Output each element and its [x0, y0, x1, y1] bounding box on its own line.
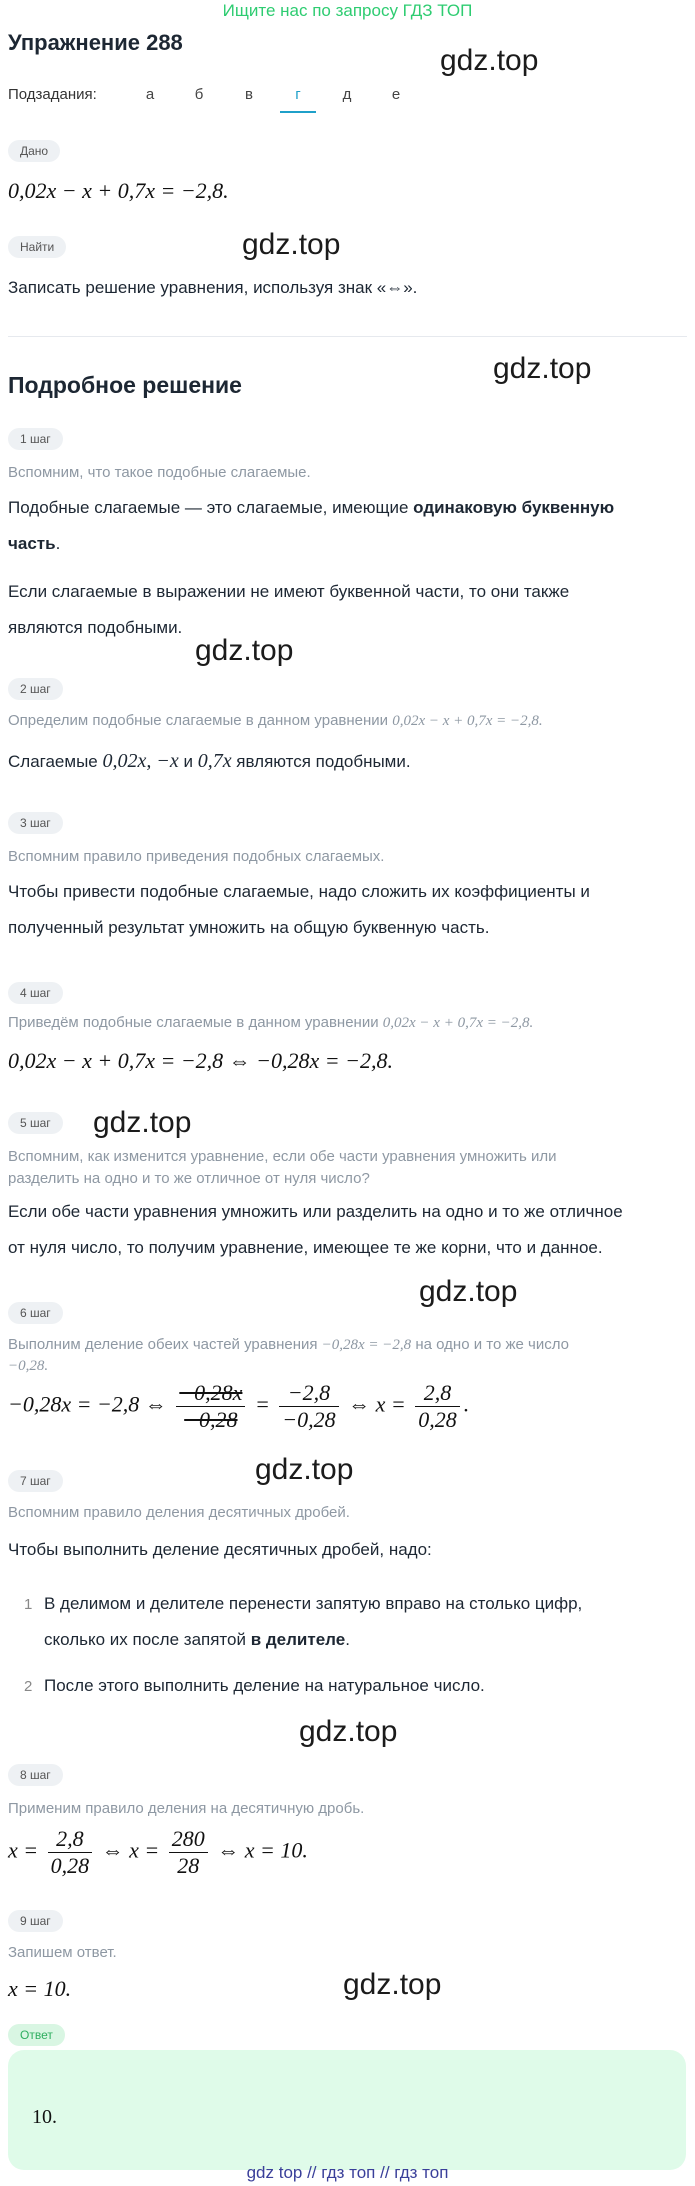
find-text: Записать решение уравнения, используя знак «⇔». [8, 278, 418, 297]
step-label: 4 шаг [8, 982, 63, 1004]
step-text: Слагаемые 0,02x, −x и 0,7x являются подобными. [8, 750, 411, 772]
fraction: $\frac{2,8}{0,28}$ [48, 1826, 93, 1879]
answer-value: 10. [32, 2106, 57, 2128]
list-item: 1 В делимом и делителе перенести запятую вправо на столько цифр, [24, 1594, 583, 1613]
step-expression: x = 10. [8, 1976, 72, 2001]
step-text: Чтобы привести подобные слагаемые, надо сложить их коэффициенты и [8, 882, 590, 901]
step-hint: разделить на одно и то же отличное от нуля число? [8, 1170, 370, 1187]
step-label: 3 шаг [8, 812, 63, 834]
tab-b[interactable]: б [194, 86, 204, 103]
step-hint: −0,28. [8, 1358, 49, 1374]
search-banner[interactable]: Ищите нас по запросу ГДЗ ТОП [222, 1, 473, 20]
step-hint: Вспомним правило приведения подобных слагаемых. [8, 848, 385, 865]
step-hint: Приведём подобные слагаемые в данном уравнении 0,02x − x + 0,7x = −2,8. [8, 1014, 534, 1031]
step-expression: −0,28x = −2,8 ⇔ $\frac{-0,28x}{-0,28}$ = $\frac{-2,8}{-0,28}$ ⇔ x = $\frac{2,8}{0,28}$ . [8, 1380, 470, 1432]
given-label: Дано [8, 140, 60, 162]
step-hint: Запишем ответ. [8, 1944, 117, 1961]
step-label: 8 шаг [8, 1764, 63, 1786]
fraction: $\frac{-0,28x}{-0,28}$ [176, 1380, 245, 1433]
step-label: 5 шаг [8, 1112, 63, 1134]
watermark: gdz.top [93, 1106, 192, 1139]
step-text: Чтобы выполнить деление десятичных дробей, надо: [8, 1540, 432, 1559]
step-expression: 0,02x − x + 0,7x = −2,8 ⇔ −0,28x = −2,8. [8, 1048, 393, 1073]
fraction: $\frac{-2,8}{-0,28}$ [279, 1380, 338, 1433]
step-label: 2 шаг [8, 678, 63, 700]
step-label: 6 шаг [8, 1302, 63, 1324]
footer-links[interactable]: gdz top // гдз топ // гдз топ [246, 2163, 449, 2182]
fraction: $\frac{280}{28}$ [169, 1826, 208, 1879]
watermark: gdz.top [440, 44, 539, 77]
divider [8, 336, 687, 337]
step-label: 9 шаг [8, 1910, 63, 1932]
find-label: Найти [8, 236, 66, 258]
tab-a[interactable]: а [145, 86, 155, 103]
list-item: 2 После этого выполнить деление на натуральное число. [24, 1676, 485, 1695]
watermark: gdz.top [343, 1968, 442, 2001]
step-text: Если обе части уравнения умножить или разделить на одно и то же отличное [8, 1202, 623, 1221]
step-expression: x = $\frac{2,8}{0,28}$ ⇔ x = $\frac{280}{28}$ ⇔ x = 10. [8, 1826, 308, 1878]
tab-e[interactable]: е [391, 86, 401, 103]
step-hint: Применим правило деления на десятичную дробь. [8, 1800, 365, 1817]
given-expression: 0,02x − x + 0,7x = −2,8. [8, 178, 229, 203]
tab-d[interactable]: д [342, 86, 352, 103]
fraction: $\frac{2,8}{0,28}$ [415, 1380, 460, 1433]
step-text: Подобные слагаемые — это слагаемые, имеющие одинаковую буквенную [8, 498, 615, 517]
watermark: gdz.top [493, 352, 592, 385]
answer-label: Ответ [8, 2024, 65, 2046]
step-hint: Вспомним, что такое подобные слагаемые. [8, 464, 311, 481]
step-text: часть. [8, 534, 61, 553]
solution-title: Подробное решение [8, 372, 242, 398]
watermark: gdz.top [419, 1275, 518, 1308]
watermark: gdz.top [242, 228, 341, 261]
step-hint: Вспомним, как изменится уравнение, если обе части уравнения умножить или [8, 1148, 557, 1165]
page-title: Упражнение 288 [8, 30, 183, 55]
step-label: 7 шаг [8, 1470, 63, 1492]
list-item: сколько их после запятой в делителе. [44, 1630, 350, 1649]
step-hint: Вспомним правило деления десятичных дробей. [8, 1504, 350, 1521]
answer-box [8, 2050, 686, 2170]
step-text: от нуля число, то получим уравнение, имеющее те же корни, что и данное. [8, 1238, 603, 1257]
tab-v[interactable]: в [245, 86, 253, 103]
step-hint: Определим подобные слагаемые в данном уравнении 0,02x − x + 0,7x = −2,8. [8, 712, 543, 729]
step-hint: Выполним деление обеих частей уравнения −0,28x = −2,8 на одно и то же число [8, 1336, 569, 1353]
watermark: gdz.top [195, 634, 294, 667]
watermark: gdz.top [299, 1715, 398, 1748]
step-text: полученный результат умножить на общую буквенную часть. [8, 918, 490, 937]
step-text: являются подобными. [8, 618, 183, 637]
step-label: 1 шаг [8, 428, 63, 450]
step-text: Если слагаемые в выражении не имеют буквенной части, то они также [8, 582, 570, 601]
tab-g[interactable]: г [280, 86, 316, 113]
watermark: gdz.top [255, 1453, 354, 1486]
subtasks-label: Подзадания: [8, 86, 97, 103]
